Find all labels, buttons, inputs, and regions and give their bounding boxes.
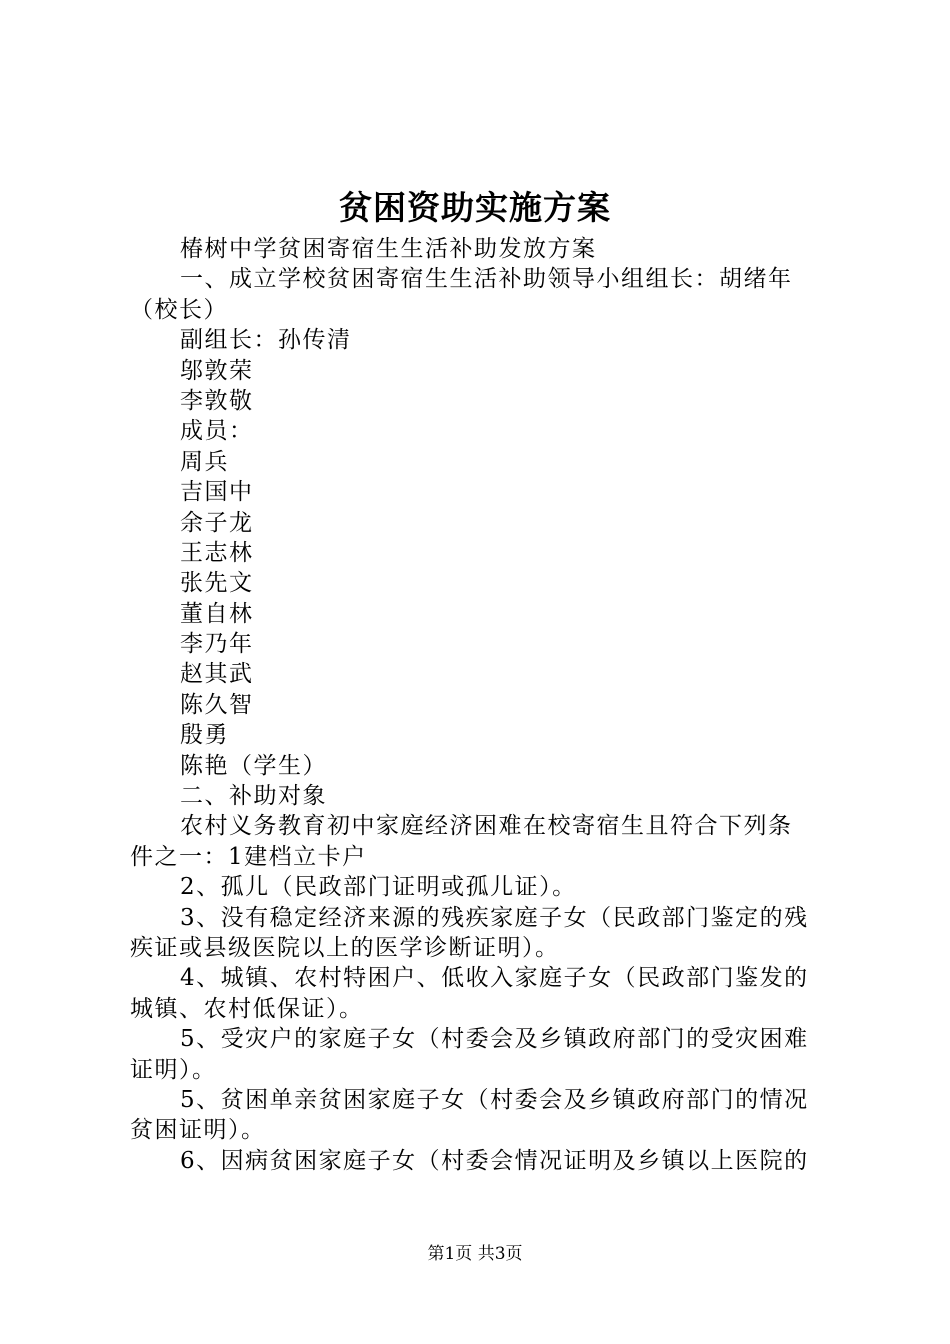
document-body <box>130 234 830 1176</box>
text-line: 农村义务教育初中家庭经济困难在校寄宿生且符合下列条 <box>180 813 793 840</box>
text-line: 赵其武 <box>180 661 254 688</box>
text-line: 李乃年 <box>180 631 254 658</box>
text-line: 周兵 <box>180 448 229 475</box>
text-line: 一、成立学校贫困寄宿生生活补助领导小组组长：胡绪年 <box>180 266 793 293</box>
text-line: 证明）。 <box>130 1056 217 1083</box>
text-line: 5、贫困单亲贫困家庭子女（村委会及乡镇政府部门的情况 <box>180 1086 809 1113</box>
text-line: 2、孤儿（民政部门证明或孤儿证）。 <box>180 874 577 901</box>
text-line: 3、没有稳定经济来源的残疾家庭子女（民政部门鉴定的残 <box>180 904 809 931</box>
text-line: 李敦敬 <box>180 387 254 414</box>
text-line: 5、受灾户的家庭子女（村委会及乡镇政府部门的受灾困难 <box>180 1026 809 1053</box>
text-line: 陈久智 <box>180 691 254 718</box>
document-title: 贫困资助实施方案 <box>339 188 611 227</box>
text-line: 邬敦荣 <box>180 357 254 384</box>
text-line: 6、因病贫困家庭子女（村委会情况证明及乡镇以上医院的 <box>180 1147 809 1174</box>
text-line: 疾证或县级医院以上的医学诊断证明）。 <box>130 934 560 961</box>
text-line: 二、补助对象 <box>180 783 327 810</box>
text-line: 殷勇 <box>180 722 229 749</box>
text-line: 贫困证明）。 <box>130 1117 266 1144</box>
text-line: 椿树中学贫困寄宿生生活补助发放方案 <box>180 236 597 262</box>
text-line: 成员： <box>180 418 254 445</box>
text-line: 件之一：1建档立卡户 <box>130 843 367 870</box>
text-line: 陈艳（学生） <box>180 752 327 779</box>
text-line: 副组长：孙传清 <box>180 327 352 354</box>
text-line: 余子龙 <box>180 509 254 536</box>
text-line: 4、城镇、农村特困户、低收入家庭子女（民政部门鉴发的 <box>180 965 809 992</box>
text-line: 张先文 <box>180 570 254 597</box>
text-line: 城镇、农村低保证）。 <box>130 995 364 1022</box>
page-footer: 第1页 共3页 <box>427 1244 523 1264</box>
text-line: （校长） <box>130 296 228 323</box>
text-line: 董自林 <box>180 600 254 627</box>
text-line: 吉国中 <box>180 479 254 506</box>
text-line: 王志林 <box>180 539 254 566</box>
